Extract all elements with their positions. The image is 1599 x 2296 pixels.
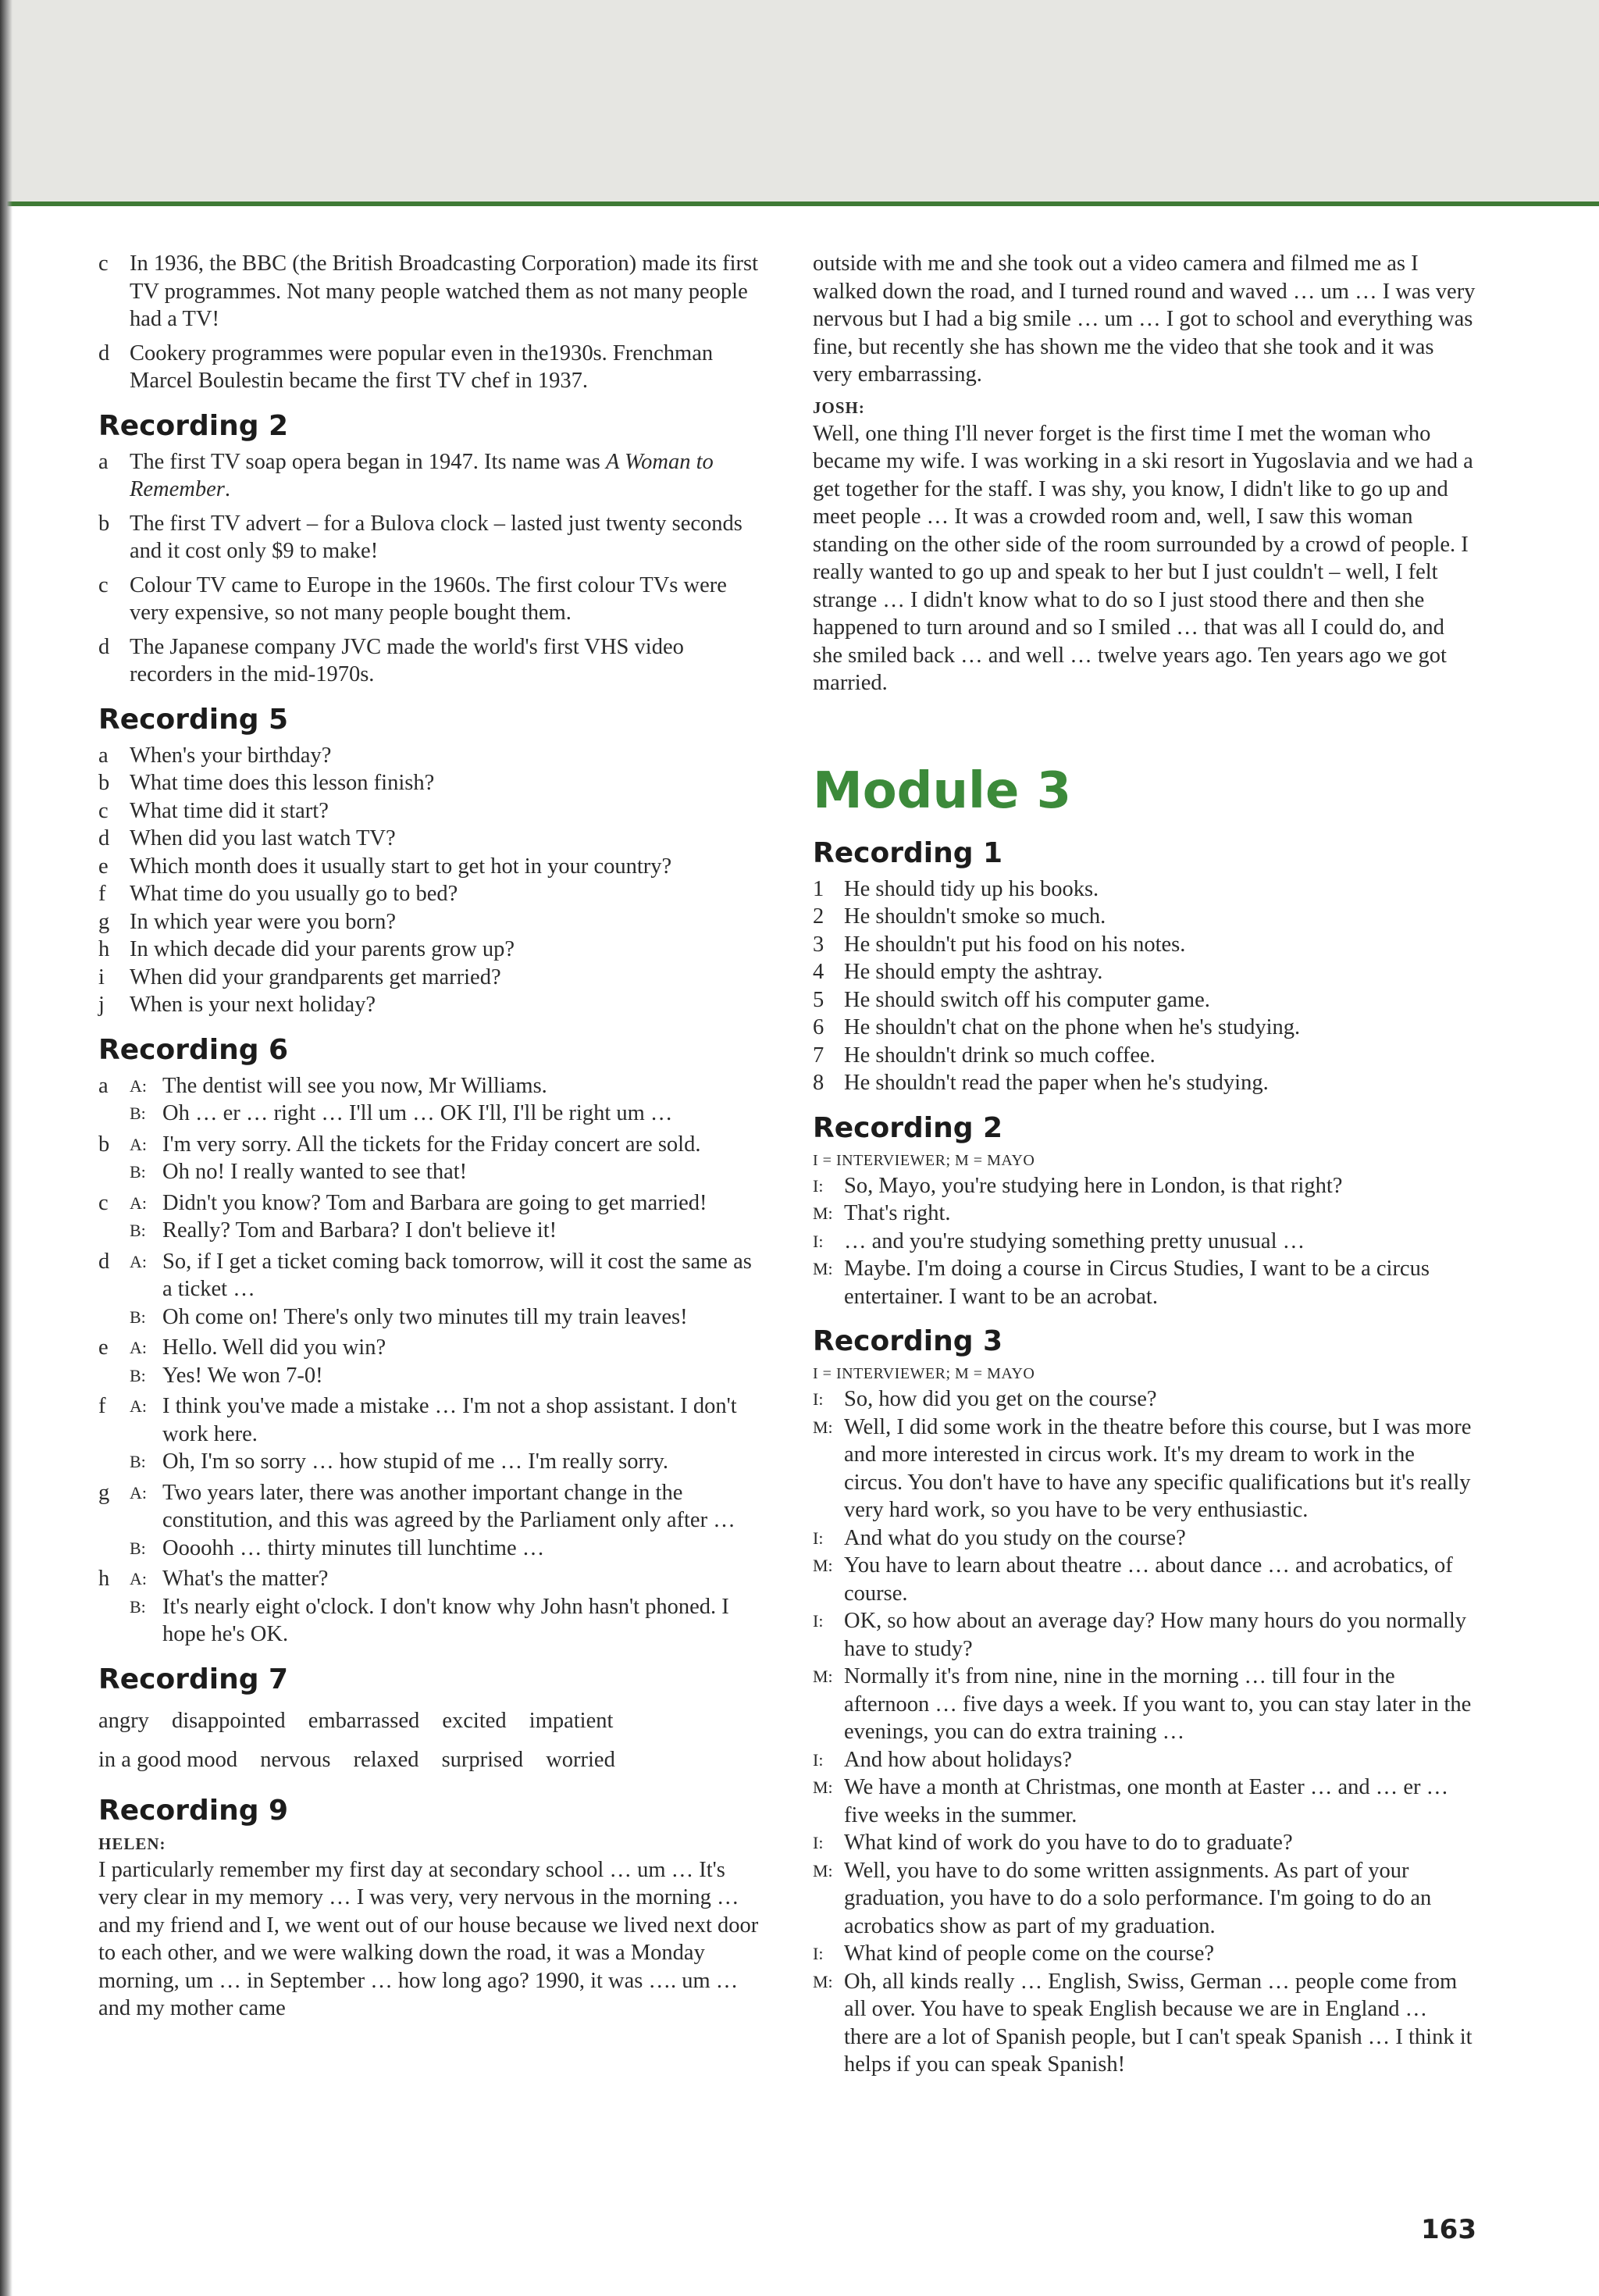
dialogue-line: So, if I get a ticket coming back tomorrow, will it cost the same as a ticket …: [162, 1249, 752, 1301]
item-label: d: [98, 340, 110, 365]
dialogue-line: What kind of work do you have to do to graduate?: [844, 1831, 1293, 1855]
left-column: [98, 250, 762, 2023]
speaker-tag: B:: [130, 1307, 146, 1327]
item-number: 5: [813, 987, 824, 1012]
dialogue-line: Yes! We won 7-0!: [162, 1363, 323, 1388]
speaker-tag: B:: [130, 1596, 146, 1617]
item-text: He should switch off his computer game.: [844, 987, 1210, 1012]
item-label: a: [98, 743, 109, 768]
item-text: He shouldn't smoke so much.: [844, 904, 1106, 929]
speaker-tag: B:: [130, 1162, 146, 1182]
item-label: g: [98, 909, 110, 934]
recording-7-heading: Recording 7: [98, 1663, 289, 1695]
recording-5-list: [98, 742, 762, 1019]
item-text: The first TV advert – for a Bulova clock – lasted just twenty seconds and it cost only $9 to make!: [130, 511, 743, 563]
speaker-tag: B:: [130, 1365, 146, 1385]
item-label: g: [98, 1480, 110, 1505]
recording-2-heading: Recording 2: [98, 409, 289, 442]
dialogue-line: So, how did you get on the course?: [844, 1387, 1157, 1411]
dialogue-line: The dentist will see you now, Mr Williams.: [162, 1073, 547, 1098]
speaker-tag: A:: [130, 1193, 147, 1213]
item-label: h: [98, 1567, 110, 1591]
speaker-tag: I:: [813, 1231, 824, 1251]
speaker-tag: A:: [130, 1396, 147, 1416]
item-text: Cookery programmes were popular even in the1930s. Frenchman Marcel Boulestin became the first TV chef in 1937.: [130, 340, 714, 393]
dialogue-line: It's nearly eight o'clock. I don't know why John hasn't phoned. I hope he's OK.: [162, 1594, 729, 1646]
item-text: The first TV soap opera began in 1947. Its name was A Woman to Remember.: [130, 449, 714, 501]
item-text: When is your next holiday?: [130, 993, 376, 1017]
item-label: j: [98, 993, 105, 1017]
speaker-tag: I:: [813, 1528, 824, 1548]
item-text: He shouldn't chat on the phone when he's studying.: [844, 1015, 1301, 1039]
dialogue-line: Normally it's from nine, nine in the morning … till four in the afternoon … five days a week. If you want to, you can stay later in the evenings, you can do extra training …: [844, 1664, 1472, 1744]
item-text: He shouldn't drink so much coffee.: [844, 1043, 1156, 1068]
header-rule: [0, 201, 1599, 206]
item-text: What time did it start?: [130, 798, 329, 823]
item-label: c: [98, 251, 109, 276]
speaker-tag: A:: [130, 1251, 147, 1271]
dialogue-line: Oh no! I really wanted to see that!: [162, 1160, 468, 1184]
dialogue-line: Oh, all kinds really … English, Swiss, German … people come from all over. You have to speak English because we are in England … there are a lot of Spanish people, but I can't speak Spanish … I think it helps if you can speak Spanish!: [844, 1969, 1473, 2077]
speaker-tag: B:: [130, 1538, 146, 1558]
dialogue-line: Didn't you know? Tom and Barbara are going to get married!: [162, 1190, 707, 1215]
dialogue-line: I think you've made a mistake … I'm not a shop assistant. I don't work here.: [162, 1394, 737, 1446]
speaker-tag: I:: [813, 1389, 824, 1409]
dialogue-line: Oooohh … thirty minutes till lunchtime …: [162, 1535, 545, 1560]
item-text: He should tidy up his books.: [844, 876, 1099, 901]
monologue-text: Well, one thing I'll never forget is the first time I met the woman who became my wife. I was working in a ski resort in Yugoslavia and we had a get together for the staff. I was shy, you know, I didn't like to go up and meet people … It was a crowded room and, well, I saw this woman standing on the other side of the room surrounded by a crowd of people. I really wanted to go up and speak to her but I just couldn't – well, I felt strange … I didn't know what to do so I just stood there and then she happened to turn around and so I smiled … that was all I could do, and she smiled back … and well … twelve years ago. Ten years ago we got married.: [813, 421, 1473, 695]
speaker-name: JOSH:: [813, 398, 865, 417]
speaker-tag: M:: [813, 1860, 833, 1881]
speaker-tag: A:: [130, 1134, 147, 1154]
stress-word: excited: [442, 1708, 507, 1733]
item-text: The Japanese company JVC made the world's first VHS video recorders in the mid-1970s.: [130, 634, 684, 686]
speaker-tag: A:: [130, 1569, 147, 1588]
item-text: What time does this lesson finish?: [130, 771, 435, 795]
recording-3-dialogue: [813, 1385, 1476, 2079]
speaker-tag: I:: [813, 1611, 824, 1631]
speaker-tag: A:: [130, 1482, 147, 1503]
dialogue-line: Oh, I'm so sorry … how stupid of me … I'm really sorry.: [162, 1449, 668, 1474]
speaker-tag: A:: [130, 1338, 147, 1357]
item-text: What time do you usually go to bed?: [130, 882, 458, 906]
item-text: In which decade did your parents grow up?: [130, 937, 515, 961]
dialogue-line: You have to learn about theatre … about dance … and acrobatics, of course.: [844, 1553, 1453, 1606]
item-label: c: [98, 798, 109, 823]
right-column: [813, 250, 1476, 2079]
stress-row: [98, 1741, 762, 1780]
dialogue-line: Well, you have to do some written assignments. As part of your graduation, you have to do a solo performance. I'm going to do an acrobatics show as part of my graduation.: [844, 1858, 1432, 1938]
item-label: b: [98, 511, 110, 536]
speaker-tag: M:: [813, 1417, 833, 1437]
item-label: f: [98, 882, 106, 906]
recording-5-heading: Recording 5: [98, 703, 289, 736]
speaker-tag: M:: [813, 1777, 833, 1797]
item-text: He shouldn't put his food on his notes.: [844, 932, 1186, 957]
item-label: a: [98, 1073, 109, 1098]
dialogue-line: Oh come on! There's only two minutes till my train leaves!: [162, 1304, 688, 1329]
dialogue-line: Two years later, there was another important change in the constitution, and this was agreed by the Parliament only after …: [162, 1480, 735, 1532]
stress-word: impatient: [529, 1708, 614, 1733]
stress-word: angry: [98, 1708, 149, 1733]
item-label: f: [98, 1394, 106, 1418]
item-number: 2: [813, 904, 824, 929]
speaker-tag: M:: [813, 1556, 833, 1575]
stress-word: disappointed: [172, 1708, 286, 1733]
recording-2-dialogue: [813, 1172, 1476, 1311]
dialogue-line: And what do you study on the course?: [844, 1525, 1186, 1550]
recording-9-heading: Recording 9: [98, 1794, 289, 1827]
speaker-tag: B:: [130, 1221, 146, 1240]
item-text: When did your grandparents get married?: [130, 964, 501, 989]
item-label: e: [98, 1335, 109, 1360]
dialogue-line: Maybe. I'm doing a course in Circus Studies, I want to be a circus entertainer. I want to be an acrobat.: [844, 1257, 1430, 1309]
speaker-key: I = INTERVIEWER; M = MAYO: [813, 1151, 1035, 1169]
item-label: b: [98, 771, 110, 795]
page-number: 163: [1421, 2214, 1476, 2245]
item-number: 8: [813, 1071, 824, 1095]
monologue-text: outside with me and she took out a video camera and filmed me as I walked down the road, and I turned round and waved … um … I was very nervous but I had a big smile … um … I got to school and everything was fine, but recently she has shown me the video that she took and it was very embarrassing.: [813, 251, 1476, 387]
dialogue-line: What kind of people come on the course?: [844, 1941, 1215, 1966]
stress-row: [98, 1702, 762, 1741]
book-spine-shadow: [0, 0, 12, 2296]
module-title: Module 3: [813, 761, 1072, 820]
item-text: He shouldn't read the paper when he's studying.: [844, 1071, 1269, 1095]
speaker-tag: B:: [130, 1103, 146, 1123]
item-number: 1: [813, 876, 824, 901]
item-label: d: [98, 1249, 110, 1274]
stress-word: nervous: [260, 1747, 331, 1772]
item-label: a: [98, 449, 109, 474]
speaker-tag: M:: [813, 1259, 833, 1278]
item-label: c: [98, 572, 109, 597]
stress-words: [98, 1702, 762, 1780]
speaker-tag: M:: [813, 1203, 833, 1223]
dialogue-line: … and you're studying something pretty unusual …: [844, 1228, 1305, 1253]
speaker-tag: B:: [130, 1452, 146, 1471]
item-label: c: [98, 1190, 109, 1215]
dialogue-line: What's the matter?: [162, 1567, 329, 1591]
speaker-key: I = INTERVIEWER; M = MAYO: [813, 1365, 1035, 1382]
dialogue-line: Oh … er … right … I'll um … OK I'll, I'll be right um …: [162, 1101, 673, 1125]
item-label: d: [98, 826, 110, 850]
recording-1-heading: Recording 1: [813, 836, 1003, 869]
item-label: b: [98, 1132, 110, 1157]
item-label: h: [98, 937, 110, 961]
speaker-tag: I:: [813, 1833, 824, 1852]
item-number: 7: [813, 1043, 824, 1068]
stress-word: surprised: [441, 1747, 524, 1772]
dialogue-line: Well, I did some work in the theatre before this course, but I was more and more interested in circus work. It's my dream to work in the circus. You don't have to have any specific qualifications but it's really very hard work, so you have to be very enthusiastic.: [844, 1414, 1472, 1522]
item-text: When's your birthday?: [130, 743, 332, 768]
stress-word: relaxed: [353, 1747, 419, 1772]
dialogue-line: OK, so how about an average day? How many hours do you normally have to study?: [844, 1609, 1467, 1661]
item-number: 4: [813, 960, 824, 984]
item-number: 3: [813, 932, 824, 957]
item-text: When did you last watch TV?: [130, 826, 396, 850]
dialogue-line: So, Mayo, you're studying here in London, is that right?: [844, 1173, 1343, 1198]
recording-6-heading: Recording 6: [98, 1033, 289, 1066]
speaker-tag: M:: [813, 1971, 833, 1991]
recording-2-heading: Recording 2: [813, 1111, 1003, 1144]
speaker-tag: I:: [813, 1175, 824, 1196]
item-number: 6: [813, 1015, 824, 1039]
speaker-tag: A:: [130, 1075, 147, 1096]
item-label: i: [98, 964, 105, 989]
recording-3-heading: Recording 3: [813, 1325, 1003, 1357]
speaker-name: HELEN:: [98, 1834, 166, 1853]
stress-word: embarrassed: [308, 1708, 420, 1733]
item-text: In 1936, the BBC (the British Broadcasting Corporation) made its first TV programmes. Not many people watched them as not many people had a TV!: [130, 251, 759, 331]
item-label: e: [98, 854, 109, 879]
item-text: In which year were you born?: [130, 909, 397, 934]
stress-word: worried: [546, 1747, 615, 1772]
item-text: He should empty the ashtray.: [844, 960, 1103, 984]
item-text: Which month does it usually start to get hot in your country?: [130, 854, 672, 879]
dialogue-line: Hello. Well did you win?: [162, 1335, 386, 1360]
stress-word: in a good mood: [98, 1747, 238, 1772]
dialogue-line: We have a month at Christmas, one month at Easter … and … er … five weeks in the summer.: [844, 1775, 1449, 1827]
speaker-tag: M:: [813, 1667, 833, 1686]
dialogue-line: And how about holidays?: [844, 1747, 1073, 1772]
item-label: d: [98, 634, 110, 659]
recording-1-list: [813, 875, 1476, 1097]
dialogue-line: Really? Tom and Barbara? I don't believe it!: [162, 1218, 557, 1242]
recording-6-list: [98, 1072, 762, 1649]
dialogue-line: That's right.: [844, 1201, 951, 1225]
dialogue-line: I'm very sorry. All the tickets for the Friday concert are sold.: [162, 1132, 701, 1157]
header-band: [0, 0, 1599, 201]
speaker-tag: I:: [813, 1749, 824, 1770]
speaker-tag: I:: [813, 1944, 824, 1963]
item-text: Colour TV came to Europe in the 1960s. The first colour TVs were very expensive, so not many people bought them.: [130, 572, 727, 625]
monologue-text: I particularly remember my first day at secondary school … um … It's very clear in my memory … I was very, very nervous in the morning … and my friend and I, we went out of our house because we lived next door to each other, and we were walking down the road, it was a Monday morning, um … in September … how long ago? 1990, it was …. um … and my mother came: [98, 1857, 759, 2020]
